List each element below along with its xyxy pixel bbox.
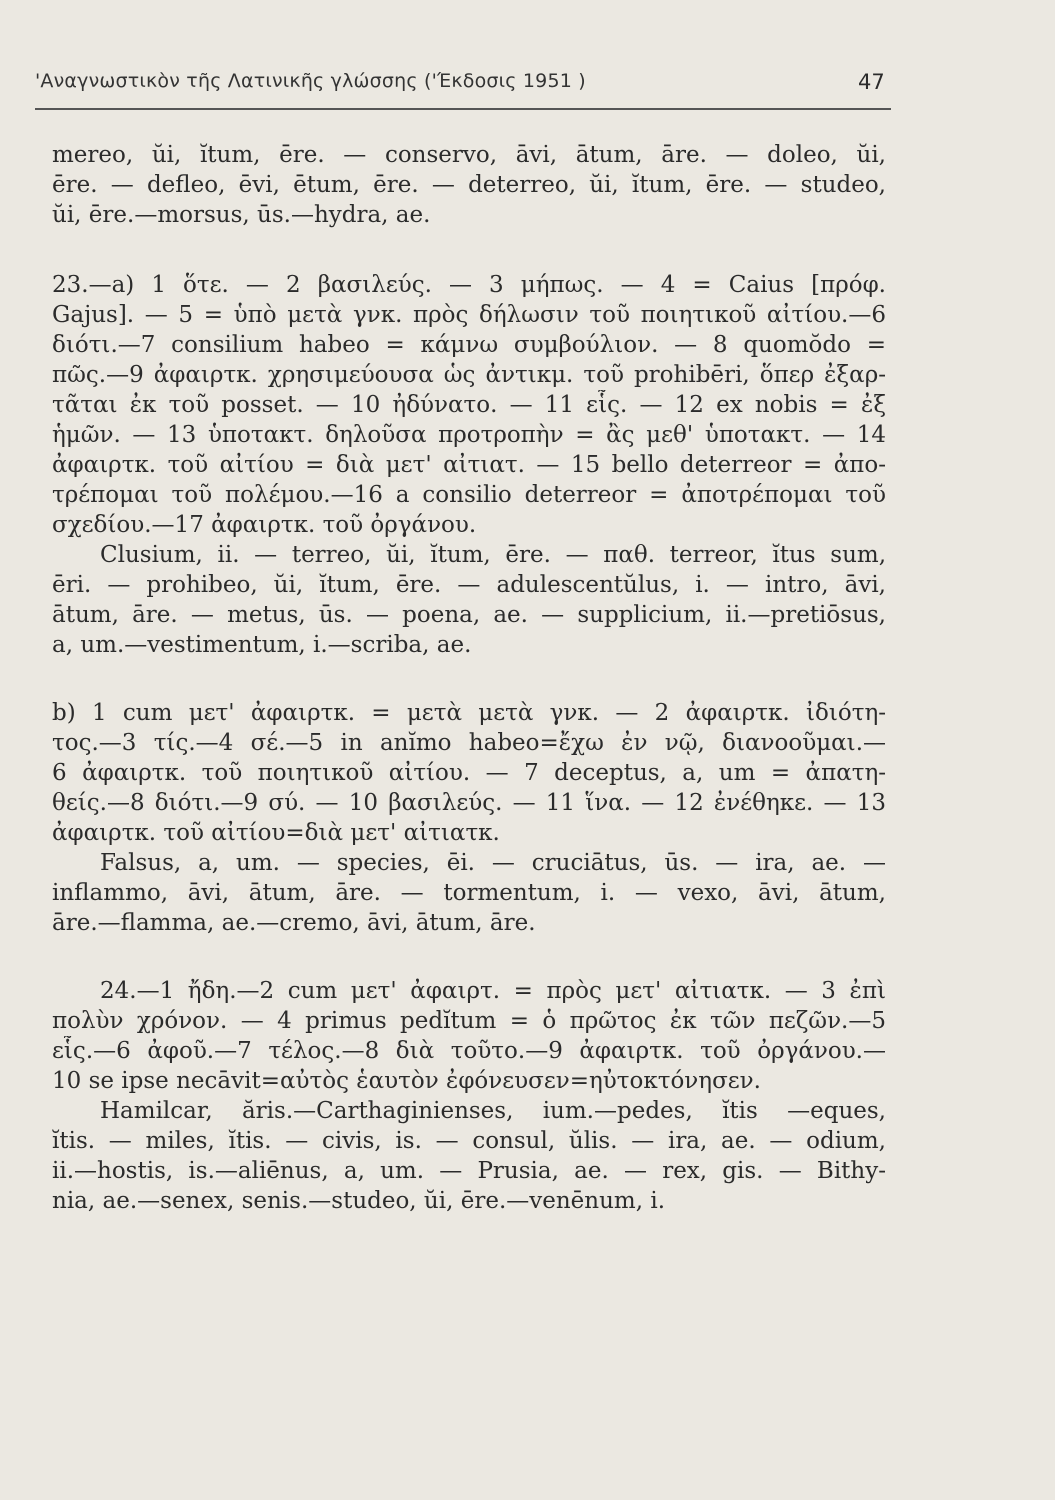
text-line: Clusium, ii. — terreo, ŭi, ĭtum, ēre. — παθ. terreor, ĭtus sum, bbox=[100, 542, 886, 568]
text-line: ŭi, ēre.—morsus, ūs.—hydra, ae. bbox=[52, 202, 431, 228]
text-line: ii.—hostis, is.—aliēnus, a, um. — Prusia, ae. — rex, gis. — Bithy- bbox=[52, 1158, 886, 1184]
text-line: σχεδίου.—17 ἀφαιρτκ. τοῦ ὀργάνου. bbox=[52, 512, 477, 538]
text-line: Gajus]. — 5 = ὑπὸ μετὰ γνκ. πρὸς δήλωσιν τοῦ ποιητικοῦ αἰτίου.—6 bbox=[52, 302, 886, 328]
text-line: inflammo, āvi, ātum, āre. — tormentum, i. — vexo, āvi, ātum, bbox=[52, 880, 886, 906]
text-line: mereo, ŭi, ĭtum, ēre. — conservo, āvi, ātum, āre. — doleo, ŭi, bbox=[52, 142, 886, 168]
vocab-paragraph-23a bbox=[52, 540, 886, 660]
text-line: 23.—a) 1 ὅτε. — 2 βασιλεύς. — 3 μήπως. — 4 = Caius [πρόφ. bbox=[52, 272, 886, 298]
text-line: ēre. — defleo, ēvi, ētum, ēre. — deterreo, ŭi, ĭtum, ēre. — studeo, bbox=[52, 172, 886, 198]
text-line: εἷς.—6 ἀφοῦ.—7 τέλος.—8 διὰ τοῦτο.—9 ἀφαιρτκ. τοῦ ὀργάνου.— bbox=[52, 1038, 886, 1064]
text-line: ātum, āre. — metus, ūs. — poena, ae. — supplicium, ii.—pretiōsus, bbox=[52, 602, 886, 628]
text-line: διότι.—7 consilium habeo = κάμνω συμβούλιον. — 8 quomŏdo = bbox=[52, 332, 886, 358]
text-line: ἡμῶν. — 13 ὑποτακτ. δηλοῦσα προτροπὴν = ἂς μεθ' ὑποτακτ. — 14 bbox=[52, 422, 886, 448]
text-line: Falsus, a, um. — species, ēi. — cruciātus, ūs. — ira, ae. — bbox=[100, 850, 886, 876]
text-line: āre.—flamma, ae.—cremo, āvi, ātum, āre. bbox=[52, 910, 536, 936]
text-line: b) 1 cum μετ' ἀφαιρτκ. = μετὰ μετὰ γνκ. — 2 ἀφαιρτκ. ἰδιότη- bbox=[52, 700, 886, 726]
text-line: πολὺν χρόνον. — 4 primus pedĭtum = ὁ πρῶτος ἐκ τῶν πεζῶν.—5 bbox=[52, 1008, 886, 1034]
text-line: Hamilcar, ăris.—Carthaginienses, ium.—pedes, ĭtis —eques, bbox=[100, 1098, 886, 1124]
vocab-paragraph-23b bbox=[52, 848, 886, 938]
text-line: ēri. — prohibeo, ŭi, ĭtum, ēre. — adulescentŭlus, i. — intro, āvi, bbox=[52, 572, 886, 598]
text-line: τρέπομαι τοῦ πολέμου.—16 a consilio deterreor = ἀποτρέπομαι τοῦ bbox=[52, 482, 886, 508]
text-line: ἀφαιρτκ. τοῦ αἰτίου = διὰ μετ' αἰτιατ. — 15 bello deterreor = ἀπο- bbox=[52, 452, 886, 478]
header-rule bbox=[35, 108, 891, 110]
text-line: ἀφαιρτκ. τοῦ αἰτίου=διὰ μετ' αἰτιατκ. bbox=[52, 820, 500, 846]
text-line: a, um.—vestimentum, i.—scriba, ae. bbox=[52, 632, 472, 658]
vocab-paragraph-24 bbox=[52, 1096, 886, 1216]
text-line: θείς.—8 διότι.—9 σύ. — 10 βασιλεύς. — 11 ἵνα. — 12 ἐνέθηκε. — 13 bbox=[52, 790, 886, 816]
notes-paragraph-23a bbox=[52, 270, 886, 540]
text-line: πῶς.—9 ἀφαιρτκ. χρησιμεύουσα ὡς ἀντικμ. τοῦ prohibēri, ὅπερ ἐξαρ- bbox=[52, 362, 886, 388]
text-line: τος.—3 τίς.—4 σέ.—5 in anĭmo habeo=ἔχω ἐν νῷ, διανοοῦμαι.— bbox=[52, 730, 886, 756]
text-line: ĭtis. — miles, ĭtis. — civis, is. — consul, ŭlis. — ira, ae. — odium, bbox=[52, 1128, 886, 1154]
text-line: 10 se ipse necāvit=αὐτὸς ἑαυτὸν ἐφόνευσεν=ηὐτοκτόνησεν. bbox=[52, 1068, 761, 1094]
text-line: τᾶται ἐκ τοῦ posset. — 10 ἠδύνατο. — 11 εἷς. — 12 ex nobis = ἐξ bbox=[52, 392, 886, 418]
page-number: 47 bbox=[858, 70, 885, 94]
text-line: nia, ae.—senex, senis.—studeo, ŭi, ēre.—venēnum, i. bbox=[52, 1188, 666, 1214]
text-line: 24.—1 ἤδη.—2 cum μετ' ἀφαιρτ. = πρὸς μετ' αἰτιατκ. — 3 ἐπὶ bbox=[100, 978, 886, 1004]
notes-paragraph-23b bbox=[52, 698, 886, 848]
running-head: 'Αναγνωστικὸν τῆς Λατινικῆς γλώσσης ('Έκδοσις 1951 ) bbox=[35, 70, 586, 92]
vocab-paragraph-22-end bbox=[52, 140, 886, 230]
text-line: 6 ἀφαιρτκ. τοῦ ποιητικοῦ αἰτίου. — 7 deceptus, a, um = ἀπατη- bbox=[52, 760, 886, 786]
notes-paragraph-24 bbox=[52, 976, 886, 1096]
page-body bbox=[52, 140, 886, 1242]
